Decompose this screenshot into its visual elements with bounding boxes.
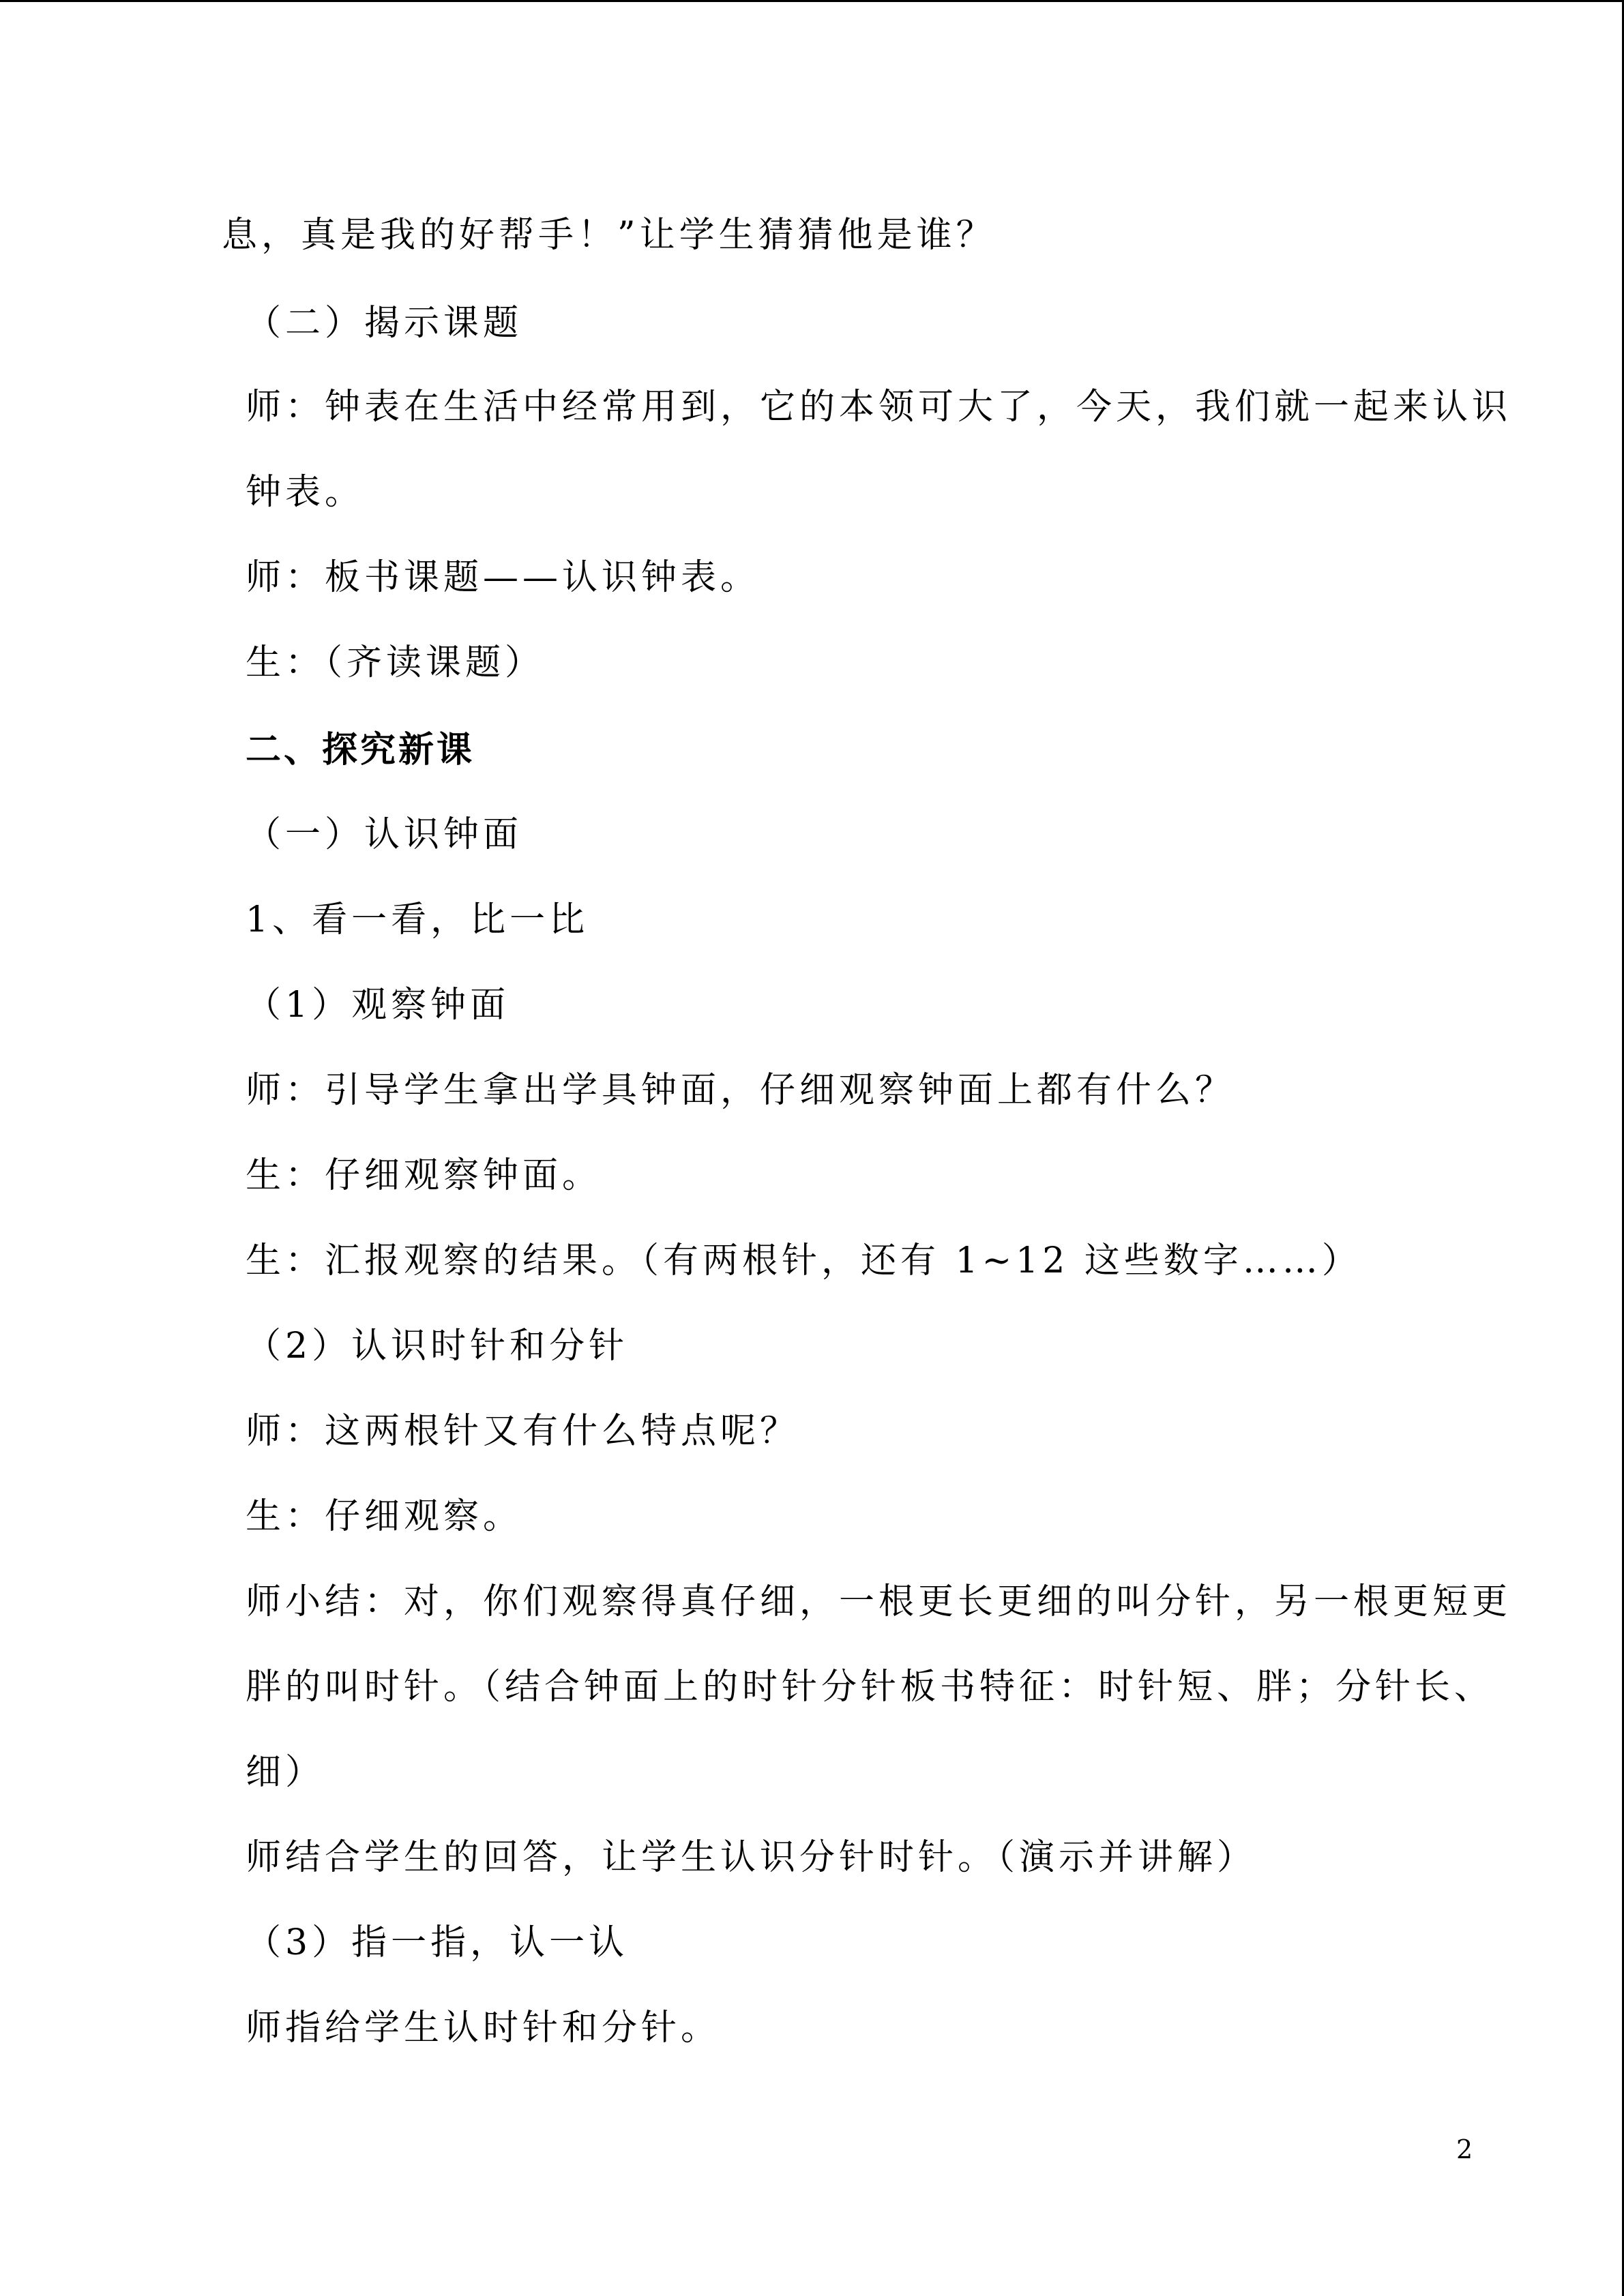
paragraph-line: 息，真是我的好帮手！”让学生猜猜他是谁？ xyxy=(222,215,996,256)
paragraph-line: 生：仔细观察钟面。 xyxy=(246,1155,602,1196)
paragraph-line: 细） xyxy=(246,1752,325,1793)
paragraph-line: 胖的叫时针。（结合钟面上的时针分针板书特征：时针短、胖；分针长、 xyxy=(246,1667,1494,1708)
page-border-top xyxy=(0,0,1624,2)
section-heading: 二、探究新课 xyxy=(246,730,475,771)
paragraph-line: 师指给学生认时针和分针。 xyxy=(246,2008,721,2048)
page-number: 2 xyxy=(1456,2134,1473,2164)
paragraph-line: 生：汇报观察的结果。（有两根针，还有 1~12 这些数字……） xyxy=(246,1240,1361,1281)
paragraph-line: 师结合学生的回答，让学生认识分针时针。（演示并讲解） xyxy=(246,1837,1257,1878)
paragraph-line: 生：（齐读课题） xyxy=(246,642,545,683)
paragraph-line: 师：钟表在生活中经常用到，它的本领可大了，今天，我们就一起来认识 xyxy=(246,387,1512,428)
paragraph-line: 师：板书课题——认识钟表。 xyxy=(246,557,761,598)
paragraph-line: 师小结：对，你们观察得真仔细，一根更长更细的叫分针，另一根更短更 xyxy=(246,1581,1512,1622)
substep-heading: （2）认识时针和分针 xyxy=(246,1326,629,1367)
substep-heading: （1）观察钟面 xyxy=(246,985,510,1026)
paragraph-line: 师：这两根针又有什么特点呢？ xyxy=(246,1411,800,1452)
substep-heading: （3）指一指，认一认 xyxy=(246,1922,629,1963)
paragraph-line: 师：引导学生拿出学具钟面，仔细观察钟面上都有什么？ xyxy=(246,1070,1235,1111)
paragraph-line: 钟表。 xyxy=(246,472,365,513)
step-heading: 1、看一看，比一比 xyxy=(246,899,589,940)
subheading-reveal-topic: （二）揭示课题 xyxy=(246,303,523,344)
paragraph-line: 生：仔细观察。 xyxy=(246,1496,523,1537)
subheading-clock-face: （一）认识钟面 xyxy=(246,814,523,855)
